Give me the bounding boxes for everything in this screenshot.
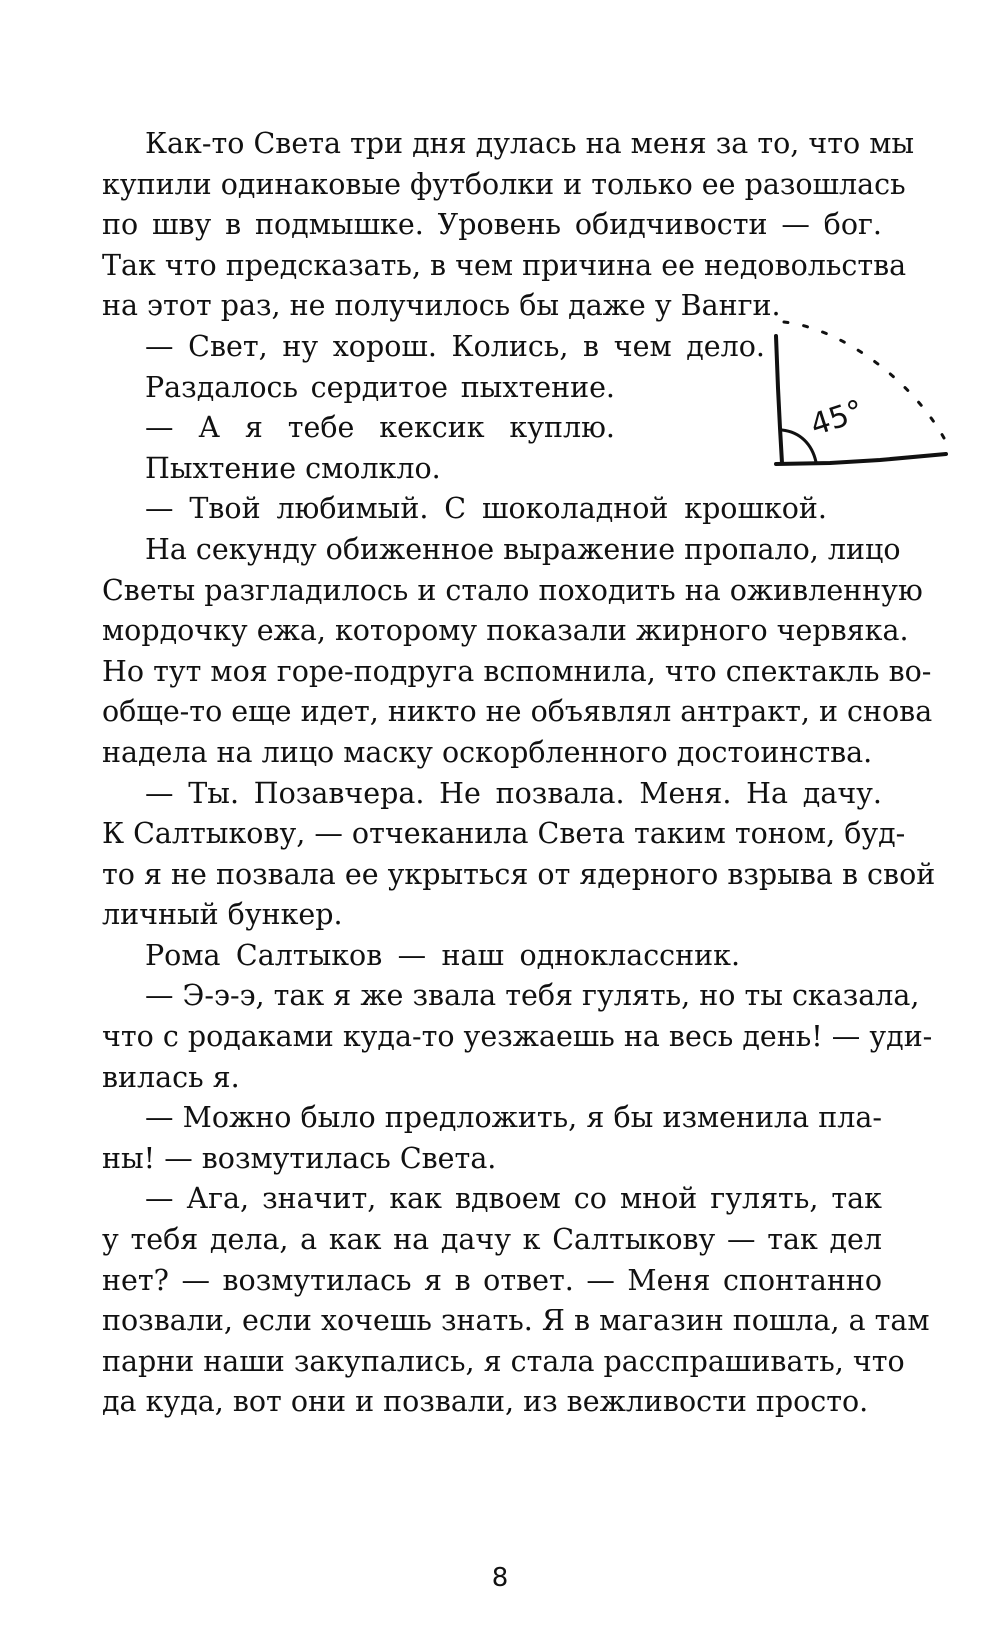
page-number: 8: [491, 1563, 509, 1593]
text-line: вилась я.: [102, 1060, 240, 1094]
text-line: — Э-э-э, так я же звала тебя гулять, но ты сказала,: [145, 979, 920, 1013]
text-line: — Свет, ну хорош. Колись, в чем дело.: [145, 329, 765, 363]
text-line: да куда, вот они и позвали, из вежливости просто.: [102, 1385, 869, 1419]
angle-sketch-svg: [770, 308, 950, 478]
text-line: Раздалось сердитое пыхтение.: [145, 370, 615, 404]
angle-sketch: [770, 308, 950, 478]
text-line: К Салтыкову, — отчеканила Света таким тоном, буд-: [102, 817, 906, 851]
text-line: Рома Салтыков — наш одноклассник.: [145, 938, 740, 972]
text-line: ны! — возмутилась Света.: [102, 1141, 497, 1175]
text-line: на этот раз, не получилось бы даже у Ванги.: [102, 289, 781, 323]
text-line: позвали, если хочешь знать. Я в магазин пошла, а там: [102, 1304, 930, 1338]
text-line: — Ты. Позавчера. Не позвала. Меня. На дачу.: [145, 776, 882, 810]
text-line: Так что предсказать, в чем причина ее недовольства: [102, 248, 907, 282]
text-line: Пыхтение смолкло.: [145, 451, 441, 485]
text-line: нет? — возмутилась я в ответ. — Меня спонтанно: [102, 1263, 882, 1297]
vertical-ray: [776, 336, 782, 463]
angle-arc: [782, 430, 816, 462]
page-body: [102, 124, 936, 1423]
text-line: — Твой любимый. С шоколадной крошкой.: [145, 492, 827, 526]
text-line: — Ага, значит, как вдвоем со мной гулять, так: [145, 1182, 882, 1216]
text-line: по шву в подмышке. Уровень обидчивости — бог.: [102, 208, 882, 242]
text-line: — Можно было предложить, я бы изменила пла-: [145, 1101, 882, 1135]
text-line: обще-то еще идет, никто не объявлял антракт, и снова: [102, 695, 933, 729]
text-line: парни наши закупались, я стала расспрашивать, что: [102, 1344, 905, 1378]
text-line: купили одинаковые футболки и только ее разошлась: [102, 167, 906, 201]
text-line: мордочку ежа, которому показали жирного червяка.: [102, 614, 909, 648]
text-line: На секунду обиженное выражение пропало, лицо: [145, 532, 901, 566]
text-line: личный бункер.: [102, 898, 343, 932]
horizontal-ray: [776, 454, 946, 464]
text-line: что с родаками куда-то уезжаешь на весь день! — уди-: [102, 1020, 933, 1054]
angle-label: 45°: [806, 393, 868, 444]
text-line: Но тут моя горе-подруга вспомнила, что спектакль во-: [102, 654, 932, 688]
text-line: надела на лицо маску оскорбленного достоинства.: [102, 735, 873, 769]
text-line: Светы разгладилось и стало походить на оживленную: [102, 573, 923, 607]
text-line: то я не позвала ее укрыться от ядерного взрыва в свой: [102, 857, 936, 891]
text-line: Как-то Света три дня дулась на меня за то, что мы: [145, 127, 915, 160]
text-line: у тебя дела, а как на дачу к Салтыкову — так дел: [102, 1223, 882, 1257]
text-line: — А я тебе кексик куплю.: [145, 411, 615, 445]
